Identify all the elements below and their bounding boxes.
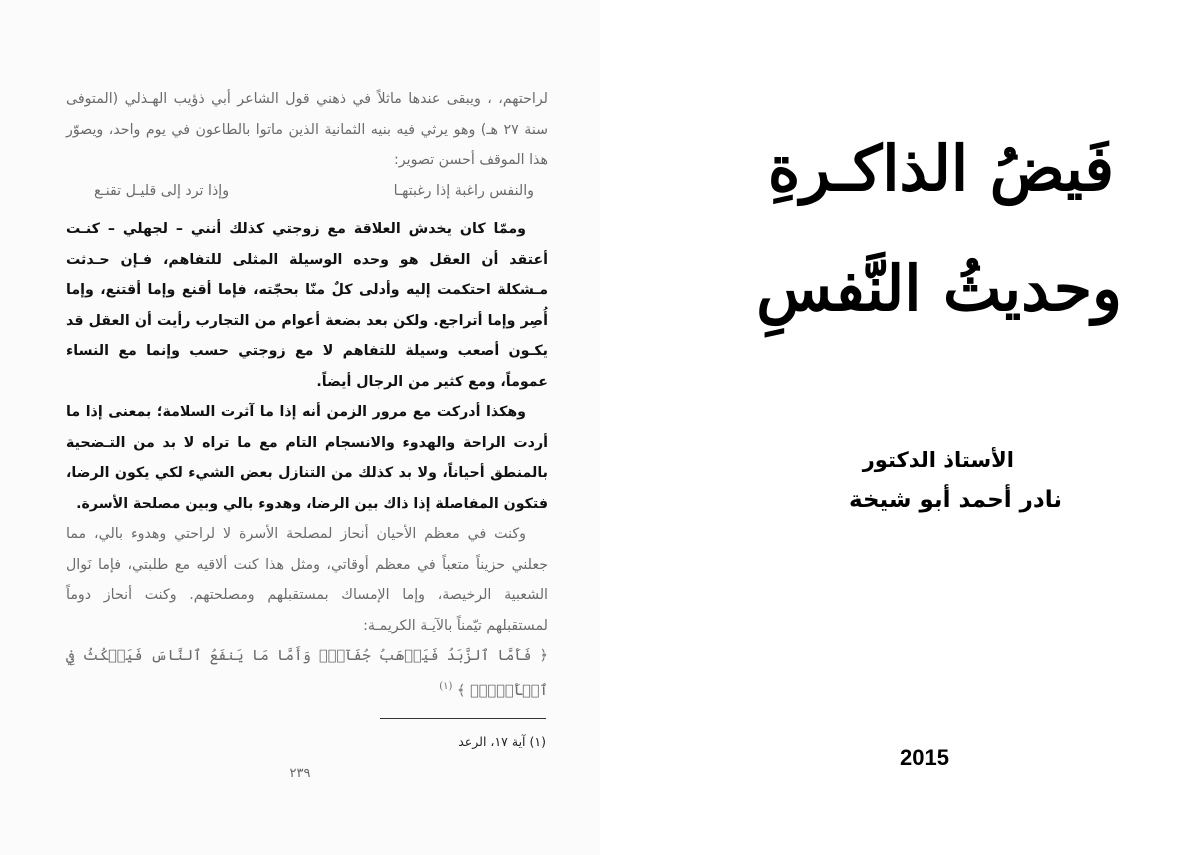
author-title: الأستاذ الدكتور	[862, 448, 1014, 472]
footnote-divider	[380, 718, 546, 719]
paragraph-reason: وممّا كان يخدش العلاقة مع زوجتي كذلك أنني – لجهلي – كنـت أعتقد أن العقل هو وحده الوسيلة المثلى للتفاهم، فـإن حـدثت مـشكلة احتكمت إليه وأدلى كلٌ منّا بحجّته، فإما أقنع وإما أقتنع، وإما أُصِر وإما أتراجع. ولكن بعد بضعة أعوام من التجارب رأيت أن العقل قد يكـون أصعب وسيلة للتفاهم لا مع زوجتي حسب وإنما مع النساء عموماً، ومع كثير من الرجال أيضاً.	[66, 221, 548, 390]
footnote: (١) آية ١٧، الرعد	[458, 734, 546, 749]
book-title-line-1: فَيضُ الذاكـرةِ	[767, 132, 1114, 205]
poetry-verse	[66, 176, 548, 207]
verse-second-hemistich: وإذا ترد إلى قليـل تقنـع	[94, 182, 230, 199]
footnote-marker: (١)	[439, 680, 453, 692]
paragraph-realization: وهكذا أدركت مع مرور الزمن أنه إذا ما آثرت السلامة؛ بمعنى إذا ما أردت الراحة والهدوء والانسجام التام مع ما تراه لا بد من التـضحية بالمنطق أحياناً، ولا بد كذلك من التنازل بعض الشيء لكي يكون الرضا، فتكون المفاصلة إذا ذاك بين الرضا، وهدوء بالي وبين مصلحة الأسرة.	[66, 404, 548, 512]
author-name: نادر أحمد أبو شيخة	[849, 487, 1062, 513]
quran-verse-text: ﴿ فَأَمَّا ٱلزَّبَدُ فَيَذۡهَبُ جُفَآءٗۖ وَأَمَّا مَا يَنفَعُ ٱلنَّاسَ فَيَمۡكُثُ فِي ٱلۡأَرۡضِۚ ﴾	[66, 648, 548, 699]
publication-year: 2015	[900, 745, 949, 770]
quran-verse	[66, 641, 548, 706]
title-page	[600, 0, 1200, 855]
page-number: ٢٣٩	[289, 766, 311, 781]
intro-paragraph: لراحتهم، ، ويبقى عندها ماثلاً في ذهني قول الشاعر أبي ذؤيب الهـذلي (المتوفى سنة ٢٧ هـ) وهو يرثي فيه بنيه الثمانية الذين ماتوا بالطاعون في يوم واحد، ويصوّر هذا الموقف أحسن تصوير:	[66, 91, 548, 168]
page-text	[66, 84, 548, 706]
verse-first-hemistich: والنفس راغبة إذا رغبتهـا	[393, 182, 534, 199]
book-title-line-2: وحديثُ النَّفسِ	[756, 252, 1122, 325]
paragraph-family: وكنت في معظم الأحيان أنحاز لمصلحة الأسرة لا لراحتي وهدوء بالي، مما جعلني حزيناً متعباً في معظم أوقاتي، ومثل هذا كنت ألاقيه مع طلبتي، فإما نَوال الشعبية الرخيصة، وإما الإمساك بمستقبلهم ومصلحتهم. وكنت أنحاز دوماً لمستقبلهم تيّمناً بالآيـة الكريمـة:	[66, 526, 548, 634]
